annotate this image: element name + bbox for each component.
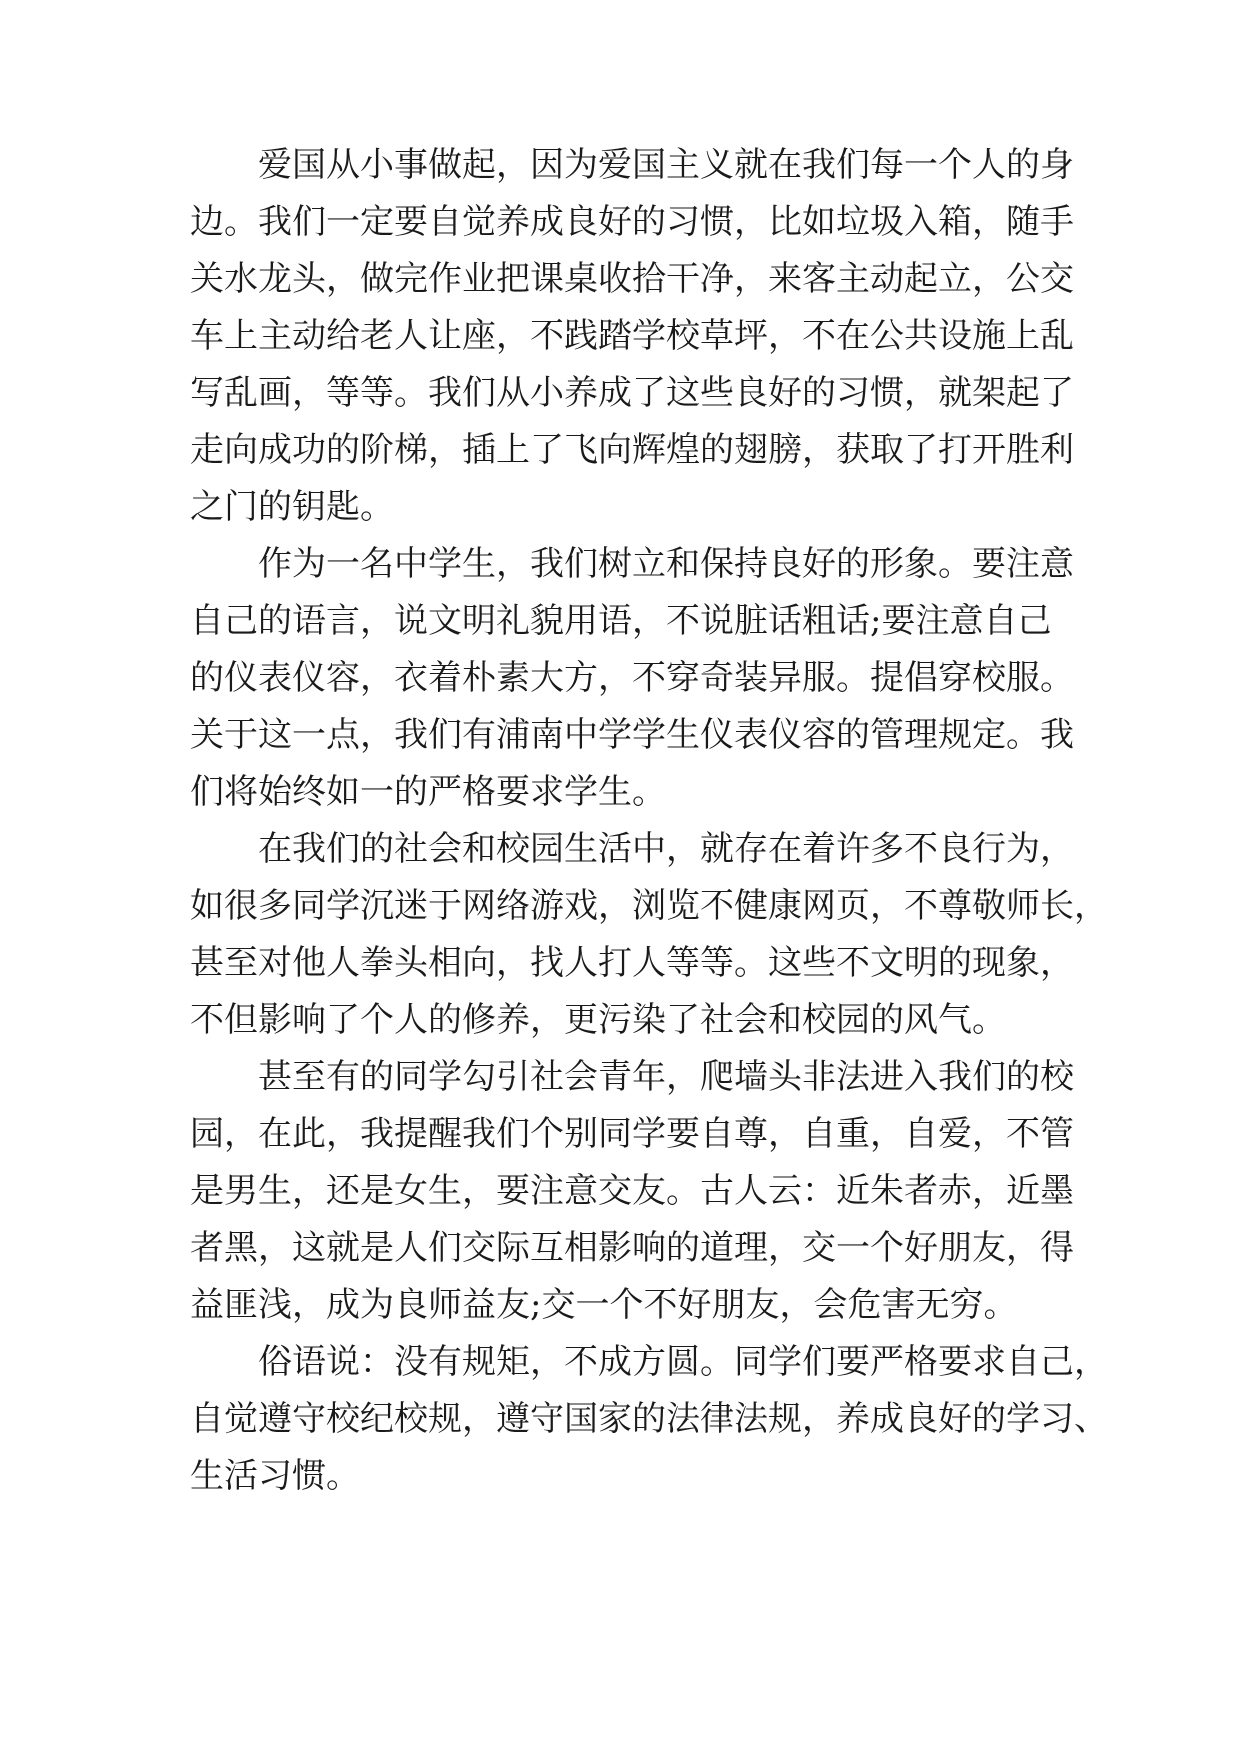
text-line: 园，在此，我提醒我们个别同学要自尊，自重，自爱，不管 — [190, 1114, 1074, 1154]
text-line: 关于这一点，我们有浦南中学学生仪表仪容的管理规定。我 — [190, 715, 1074, 755]
text-line: 走向成功的阶梯，插上了飞向辉煌的翅膀，获取了打开胜利 — [190, 430, 1074, 470]
text-line: 之门的钥匙。 — [190, 487, 394, 527]
text-line: 爱国从小事做起，因为爱国主义就在我们每一个人的身 — [258, 145, 1074, 185]
text-line: 车上主动给老人让座，不践踏学校草坪，不在公共设施上乱 — [190, 316, 1074, 356]
text-line: 益匪浅，成为良师益友;交一个不好朋友，会危害无穷。 — [190, 1285, 1018, 1325]
text-line: 在我们的社会和校园生活中，就存在着许多不良行为， — [258, 829, 1074, 869]
text-line: 不但影响了个人的修养，更污染了社会和校园的风气。 — [190, 1000, 1006, 1040]
text-line: 甚至有的同学勾引社会青年，爬墙头非法进入我们的校 — [258, 1057, 1074, 1097]
text-line: 边。我们一定要自觉养成良好的习惯，比如垃圾入箱，随手 — [190, 202, 1074, 242]
text-line: 自觉遵守校纪校规，遵守国家的法律法规，养成良好的学习、 — [190, 1399, 1108, 1439]
text-line: 生活习惯。 — [190, 1456, 360, 1496]
text-line: 写乱画，等等。我们从小养成了这些良好的习惯，就架起了 — [190, 373, 1074, 413]
text-line: 们将始终如一的严格要求学生。 — [190, 772, 666, 812]
text-line: 自己的语言，说文明礼貌用语，不说脏话粗话;要注意自己 — [190, 601, 1052, 641]
text-line: 甚至对他人拳头相向，找人打人等等。这些不文明的现象， — [190, 943, 1074, 983]
text-line: 者黑，这就是人们交际互相影响的道理，交一个好朋友，得 — [190, 1228, 1074, 1268]
text-line: 俗语说：没有规矩，不成方圆。同学们要严格要求自己， — [258, 1342, 1108, 1382]
text-line: 是男生，还是女生，要注意交友。古人云：近朱者赤，近墨 — [190, 1171, 1074, 1211]
text-line: 作为一名中学生，我们树立和保持良好的形象。要注意 — [258, 544, 1074, 584]
text-line: 如很多同学沉迷于网络游戏，浏览不健康网页，不尊敬师长， — [190, 886, 1108, 926]
text-line: 的仪表仪容，衣着朴素大方，不穿奇装异服。提倡穿校服。 — [190, 658, 1074, 698]
text-line: 关水龙头，做完作业把课桌收拾干净，来客主动起立，公交 — [190, 259, 1074, 299]
